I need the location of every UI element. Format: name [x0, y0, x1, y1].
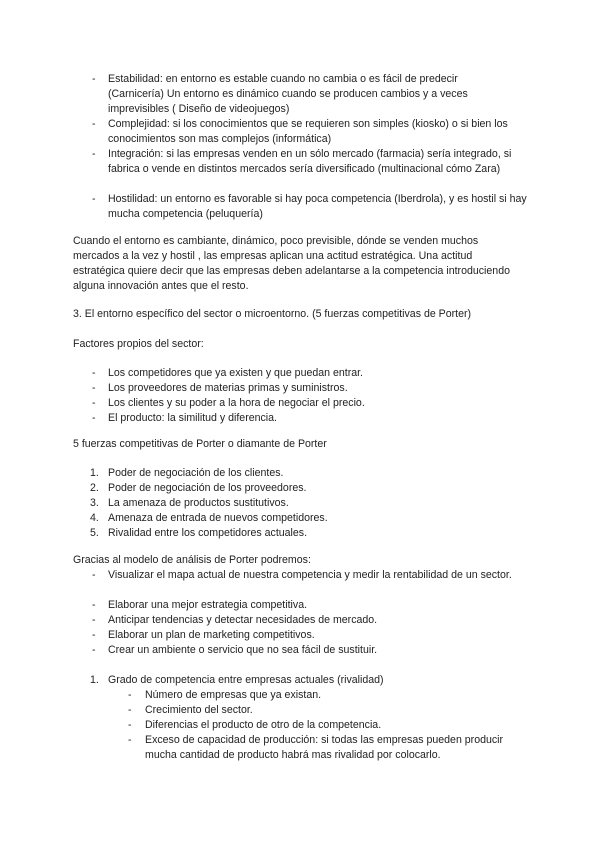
list-item-text: Complejidad: si los conocimientos que se requieren son simples (kiosko) o si bien los conocimientos son mas complejos (informática): [108, 118, 508, 145]
list-item: [0, 598, 600, 613]
list-item: [0, 147, 600, 192]
list-item-text: Diferencias el producto de otro de la competencia.: [145, 719, 382, 731]
dash-bullet: -: [92, 193, 96, 205]
grado-title: Grado de competencia entre empresas actuales (rivalidad): [108, 674, 384, 686]
list-item: [0, 688, 600, 703]
list-item: [0, 568, 600, 598]
list-item: [0, 117, 600, 147]
list-item-text: Poder de negociación de los proveedores.: [108, 482, 307, 494]
list-item: [0, 496, 600, 511]
list-item-text: Número de empresas que ya existan.: [145, 689, 322, 701]
dash-bullet: -: [92, 629, 96, 641]
list-item-text: Hostilidad: un entorno es favorable si hay poca competencia (Iberdrola), y es hostil si hay mucha competencia (peluquería): [108, 193, 527, 220]
list-item-text: Anticipar tendencias y detectar necesidades de mercado.: [108, 614, 378, 626]
list-item-text: Los clientes y su poder a la hora de negociar el precio.: [108, 397, 365, 409]
dash-bullet: -: [92, 614, 96, 626]
dash-bullet: -: [92, 382, 96, 394]
dash-bullet: -: [92, 644, 96, 656]
strategic-attitude-paragraph: Cuando el entorno es cambiante, dinámico, poco previsible, dónde se venden muchos mercados a la vez y hostil , las empresas aplican una actitud estratégica. Una actitud estratégica quiere decir que las empresas deben adelantarse a la competencia introduciendo alguna innovación antes que el resto.: [73, 235, 510, 292]
list-item: [0, 718, 600, 733]
list-item-text: Crecimiento del sector.: [145, 704, 253, 716]
dash-bullet: -: [92, 73, 96, 85]
list-item: [0, 613, 600, 628]
list-item: [0, 466, 600, 481]
dash-bullet: -: [92, 412, 96, 424]
list-item-text: Los competidores que ya existen y que puedan entrar.: [108, 367, 364, 379]
list-item-text: Visualizar el mapa actual de nuestra competencia y medir la rentabilidad de un sector.: [108, 569, 512, 581]
grado-section: [0, 673, 600, 763]
list-item-text: La amenaza de productos sustitutivos.: [108, 497, 289, 509]
list-item: [0, 192, 600, 222]
dash-bullet: -: [92, 397, 96, 409]
dash-bullet: -: [128, 704, 132, 716]
section-heading: 3. El entorno específico del sector o microentorno. (5 fuerzas competitivas de Porter): [73, 308, 472, 320]
list-item-text: Rivalidad entre los competidores actuales.: [108, 527, 308, 539]
list-item-text: Estabilidad: en entorno es estable cuando no cambia o es fácil de predecir (Carnicería) Un entorno es dinámico cuando se producen cambios y a veces imprevisibles ( Diseño de videojuegos): [108, 73, 468, 115]
dash-bullet: -: [128, 734, 132, 746]
dash-bullet: -: [92, 118, 96, 130]
dash-bullet: -: [128, 719, 132, 731]
list-item-text: El producto: la similitud y diferencia.: [108, 412, 277, 424]
gracias-title: Gracias al modelo de análisis de Porter podremos:: [73, 554, 311, 566]
list-item: [0, 628, 600, 643]
dash-bullet: -: [92, 367, 96, 379]
list-item: [0, 411, 600, 426]
factores-title: Factores propios del sector:: [73, 338, 204, 350]
list-number: 2.: [90, 482, 99, 494]
list-item-text: Los proveedores de materias primas y suministros.: [108, 382, 348, 394]
list-item-text: Exceso de capacidad de producción: si todas las empresas pueden producir mucha cantidad de producto habrá mas rivalidad por colocarlo.: [145, 734, 504, 761]
list-item: [0, 72, 600, 117]
list-number: 4.: [90, 512, 99, 524]
list-item: [0, 381, 600, 396]
list-item-text: Integración: si las empresas venden en un sólo mercado (farmacia) sería integrado, si fabrica o vende en distintos mercados sería diversificado (multinacional cómo Zara): [108, 148, 512, 175]
factores-list: [0, 366, 600, 426]
list-item: [0, 643, 600, 658]
grado-heading: [0, 673, 600, 688]
list-number: 1.: [90, 674, 99, 686]
list-number: 1.: [90, 467, 99, 479]
list-number: 3.: [90, 497, 99, 509]
dash-bullet: -: [128, 689, 132, 701]
list-item: [0, 396, 600, 411]
grado-sublist: [0, 688, 600, 763]
entorno-characteristics-list: [0, 72, 600, 222]
gracias-list: [0, 568, 600, 658]
list-item-text: Elaborar una mejor estrategia competitiva.: [108, 599, 308, 611]
list-item-text: Elaborar un plan de marketing competitivos.: [108, 629, 315, 641]
list-item: [0, 703, 600, 718]
list-item-text: Amenaza de entrada de nuevos competidores.: [108, 512, 328, 524]
list-item: [0, 481, 600, 496]
list-item: [0, 511, 600, 526]
list-item: [0, 733, 600, 763]
dash-bullet: -: [92, 148, 96, 160]
list-item-text: Poder de negociación de los clientes.: [108, 467, 284, 479]
list-number: 5.: [90, 527, 99, 539]
dash-bullet: -: [92, 599, 96, 611]
list-item: [0, 526, 600, 541]
dash-bullet: -: [92, 569, 96, 581]
fuerzas-list: [0, 466, 600, 541]
list-item: [0, 366, 600, 381]
list-item-text: Crear un ambiente o servicio que no sea fácil de sustituir.: [108, 644, 378, 656]
fuerzas-title: 5 fuerzas competitivas de Porter o diamante de Porter: [73, 438, 327, 450]
